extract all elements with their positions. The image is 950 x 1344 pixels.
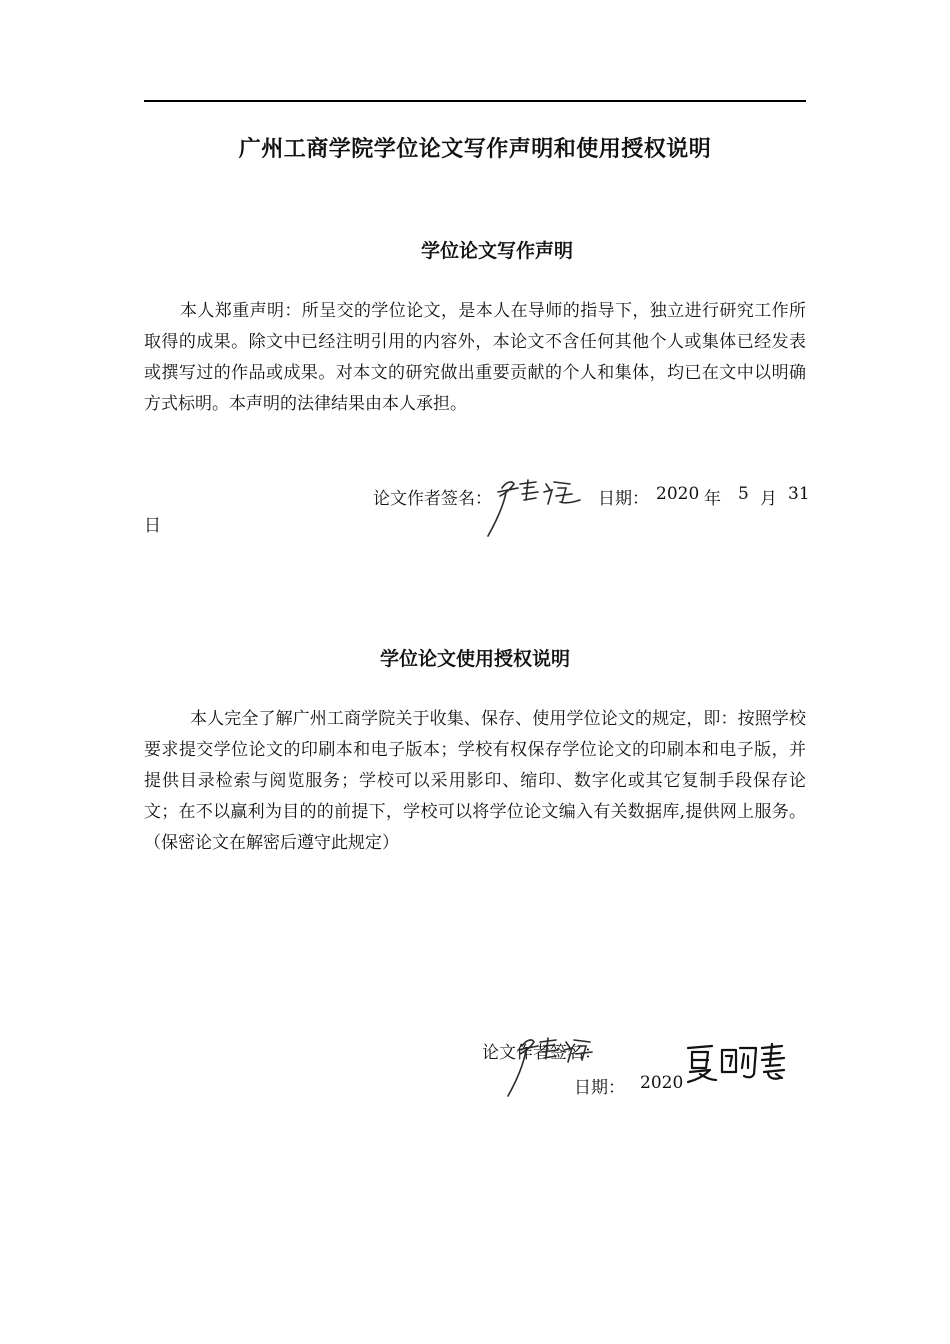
declaration-body: 本人郑重声明：所呈交的学位论文，是本人在导师的指导下，独立进行研究工作所取得的成果。除文中已经注明引用的内容外，本论文不含任何其他个人或集体已经发表或撰写过的作品或成果。对本文的研究做出重要贡献的个人和集体，均已在文中以明确方式标明。本声明的法律结果由本人承担。: [144, 301, 806, 414]
author-signature-image: [480, 470, 600, 542]
declaration-month: 5: [738, 484, 749, 504]
declaration-year: 2020: [656, 484, 700, 504]
authorization-signature-label: 论文作者签名：: [482, 1043, 601, 1063]
document-title: 广州工商学院学位论文写作声明和使用授权说明: [238, 137, 712, 162]
declaration-title: 学位论文写作声明: [420, 240, 573, 262]
authorization-date-label: 日期：: [574, 1078, 625, 1098]
declaration-month-unit: 月: [760, 489, 777, 509]
declaration-day-unit: 日: [144, 516, 161, 536]
authorization-body: 本人完全了解广州工商学院关于收集、保存、使用学位论文的规定，即：按照学校要求提交学位论文的印刷本和电子版本；学校有权保存学位论文的印刷本和电子版，并提供目录检索与阅览服务；学校可以采用影印、缩印、数字化或其它复制手段保存论文；在不以赢利为目的的前提下，学校可以将学位论文编入有关数据库,提供网上服务。（保密论文在解密后遵守此规定）: [144, 709, 806, 853]
declaration-day: 31: [788, 484, 810, 504]
header-rule: [144, 100, 806, 102]
authorization-year: 2020: [640, 1073, 684, 1093]
declaration-year-unit: 年: [704, 489, 721, 509]
author-signature-image-2: [500, 1030, 610, 1102]
declaration-date-label: 日期：: [598, 489, 649, 509]
advisor-signature-image: [682, 1038, 794, 1086]
declaration-signature-label: 论文作者签名：: [373, 489, 492, 509]
authorization-title: 学位论文使用授权说明: [379, 648, 570, 670]
